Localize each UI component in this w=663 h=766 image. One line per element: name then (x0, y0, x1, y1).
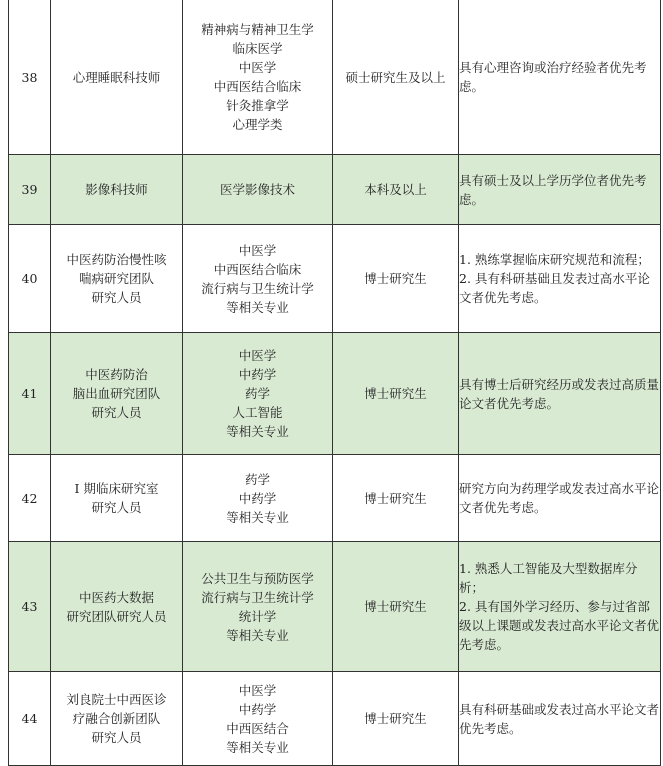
major-line: 流行病与卫生统计学 (201, 589, 314, 605)
major-line: 中药学 (238, 490, 277, 506)
major-line: 中西医结合 (226, 720, 289, 736)
majors-cell (183, 225, 333, 333)
position-cell (51, 225, 183, 333)
education-cell: 硕士研究生及以上 (333, 0, 459, 155)
major-line: 等相关专业 (226, 739, 289, 755)
position-line: 脑出血研究团队 (72, 386, 161, 401)
table-row (9, 542, 661, 672)
requirements-cell (459, 672, 661, 766)
major-line: 药学 (244, 471, 270, 487)
table-row (9, 155, 661, 225)
position-line: 心理睡眠科技师 (72, 69, 161, 85)
requirement-text: 1. 熟练掌握临床研究规范和流程； (459, 252, 650, 267)
requirements-cell (459, 155, 661, 225)
requirements-cell (459, 225, 661, 333)
position-line: 研究人员 (91, 290, 142, 305)
row-number-cell: 38 (9, 0, 51, 155)
table-body (9, 0, 661, 766)
major-line: 中西医结合临床 (213, 79, 302, 94)
majors-cell (183, 455, 333, 542)
position-line: 中医药防治慢性咳 (66, 252, 167, 267)
position-line: 刘良院士中西医诊 (66, 692, 167, 707)
major-line: 精神病与精神卫生学 (201, 22, 314, 37)
requirement-text: 1. 熟悉人工智能及大型数据库分析； (459, 561, 638, 595)
requirement-text: 2. 具有科研基础且发表过高水平论文者优先考虑。 (459, 271, 650, 305)
major-line: 等相关专业 (226, 424, 289, 439)
table-row (9, 455, 661, 542)
position-line: 研究团队研究人员 (66, 608, 167, 624)
major-line: 中药学 (238, 367, 277, 382)
majors-cell (183, 333, 333, 455)
table-row (9, 0, 661, 155)
position-cell (51, 155, 183, 225)
position-line: I 期临床研究室 (74, 481, 159, 496)
table-row (9, 333, 661, 455)
major-line: 公共卫生与预防医学 (201, 570, 314, 586)
major-line: 等相关专业 (226, 299, 289, 315)
position-line: 研究人员 (91, 405, 142, 420)
position-cell (51, 0, 183, 155)
majors-cell (183, 672, 333, 766)
major-line: 针灸推拿学 (226, 98, 289, 113)
table-row (9, 225, 661, 333)
row-number-cell: 41 (9, 333, 51, 455)
row-number-cell: 39 (9, 155, 51, 225)
major-line: 人工智能 (232, 405, 283, 420)
position-cell (51, 455, 183, 542)
major-line: 统计学 (238, 608, 277, 624)
position-line: 喘病研究团队 (78, 271, 154, 286)
education-cell: 博士研究生 (333, 542, 459, 672)
major-line: 中医学 (238, 60, 277, 75)
major-line: 心理学类 (232, 117, 283, 132)
major-line: 中药学 (238, 701, 277, 717)
requirement-text: 研究方向为药理学或发表过高水平论文者优先考虑。 (459, 481, 660, 515)
major-line: 中医学 (238, 242, 277, 258)
major-line: 临床医学 (232, 41, 283, 56)
requirement-text: 具有科研基础或发表过高水平论文者优先考虑。 (459, 701, 660, 736)
major-line: 药学 (244, 386, 270, 401)
majors-cell (183, 542, 333, 672)
major-line: 等相关专业 (226, 627, 289, 643)
row-number-cell: 42 (9, 455, 51, 542)
position-line: 影像科技师 (85, 182, 148, 197)
education-cell: 博士研究生 (333, 225, 459, 333)
majors-cell (183, 0, 333, 155)
major-line: 等相关专业 (226, 509, 289, 525)
requirements-cell (459, 455, 661, 542)
major-line: 流行病与卫生统计学 (201, 280, 314, 296)
major-line: 中医学 (238, 682, 277, 698)
major-line: 中医学 (238, 348, 277, 363)
requirements-cell (459, 542, 661, 672)
majors-cell (183, 155, 333, 225)
position-cell (51, 672, 183, 766)
row-number-cell: 40 (9, 225, 51, 333)
recruitment-table (8, 0, 661, 766)
position-line: 疗融合创新团队 (72, 711, 161, 726)
requirement-text: 具有心理咨询或治疗经验者优先考虑。 (459, 60, 647, 94)
major-line: 医学影像技术 (219, 182, 295, 197)
requirement-text: 具有硕士及以上学历学位者优先考虑。 (459, 172, 647, 207)
position-line: 研究人员 (91, 500, 142, 515)
education-cell: 本科及以上 (333, 155, 459, 225)
education-cell: 博士研究生 (333, 672, 459, 766)
major-line: 中西医结合临床 (213, 261, 302, 277)
row-number-cell: 44 (9, 672, 51, 766)
table-row (9, 672, 661, 766)
requirement-text: 2. 具有国外学习经历、参与过省部级以上课题或发表过高水平论文者优先考虑。 (459, 599, 660, 652)
position-line: 中医药防治 (85, 367, 148, 382)
education-cell: 博士研究生 (333, 455, 459, 542)
row-number-cell: 43 (9, 542, 51, 672)
requirements-cell (459, 333, 661, 455)
position-line: 研究人员 (91, 730, 142, 745)
position-cell (51, 542, 183, 672)
education-cell: 博士研究生 (333, 333, 459, 455)
requirement-text: 具有博士后研究经历或发表过高质量论文者优先考虑。 (459, 376, 660, 411)
position-cell (51, 333, 183, 455)
position-line: 中医药大数据 (78, 589, 154, 605)
requirements-cell (459, 0, 661, 155)
